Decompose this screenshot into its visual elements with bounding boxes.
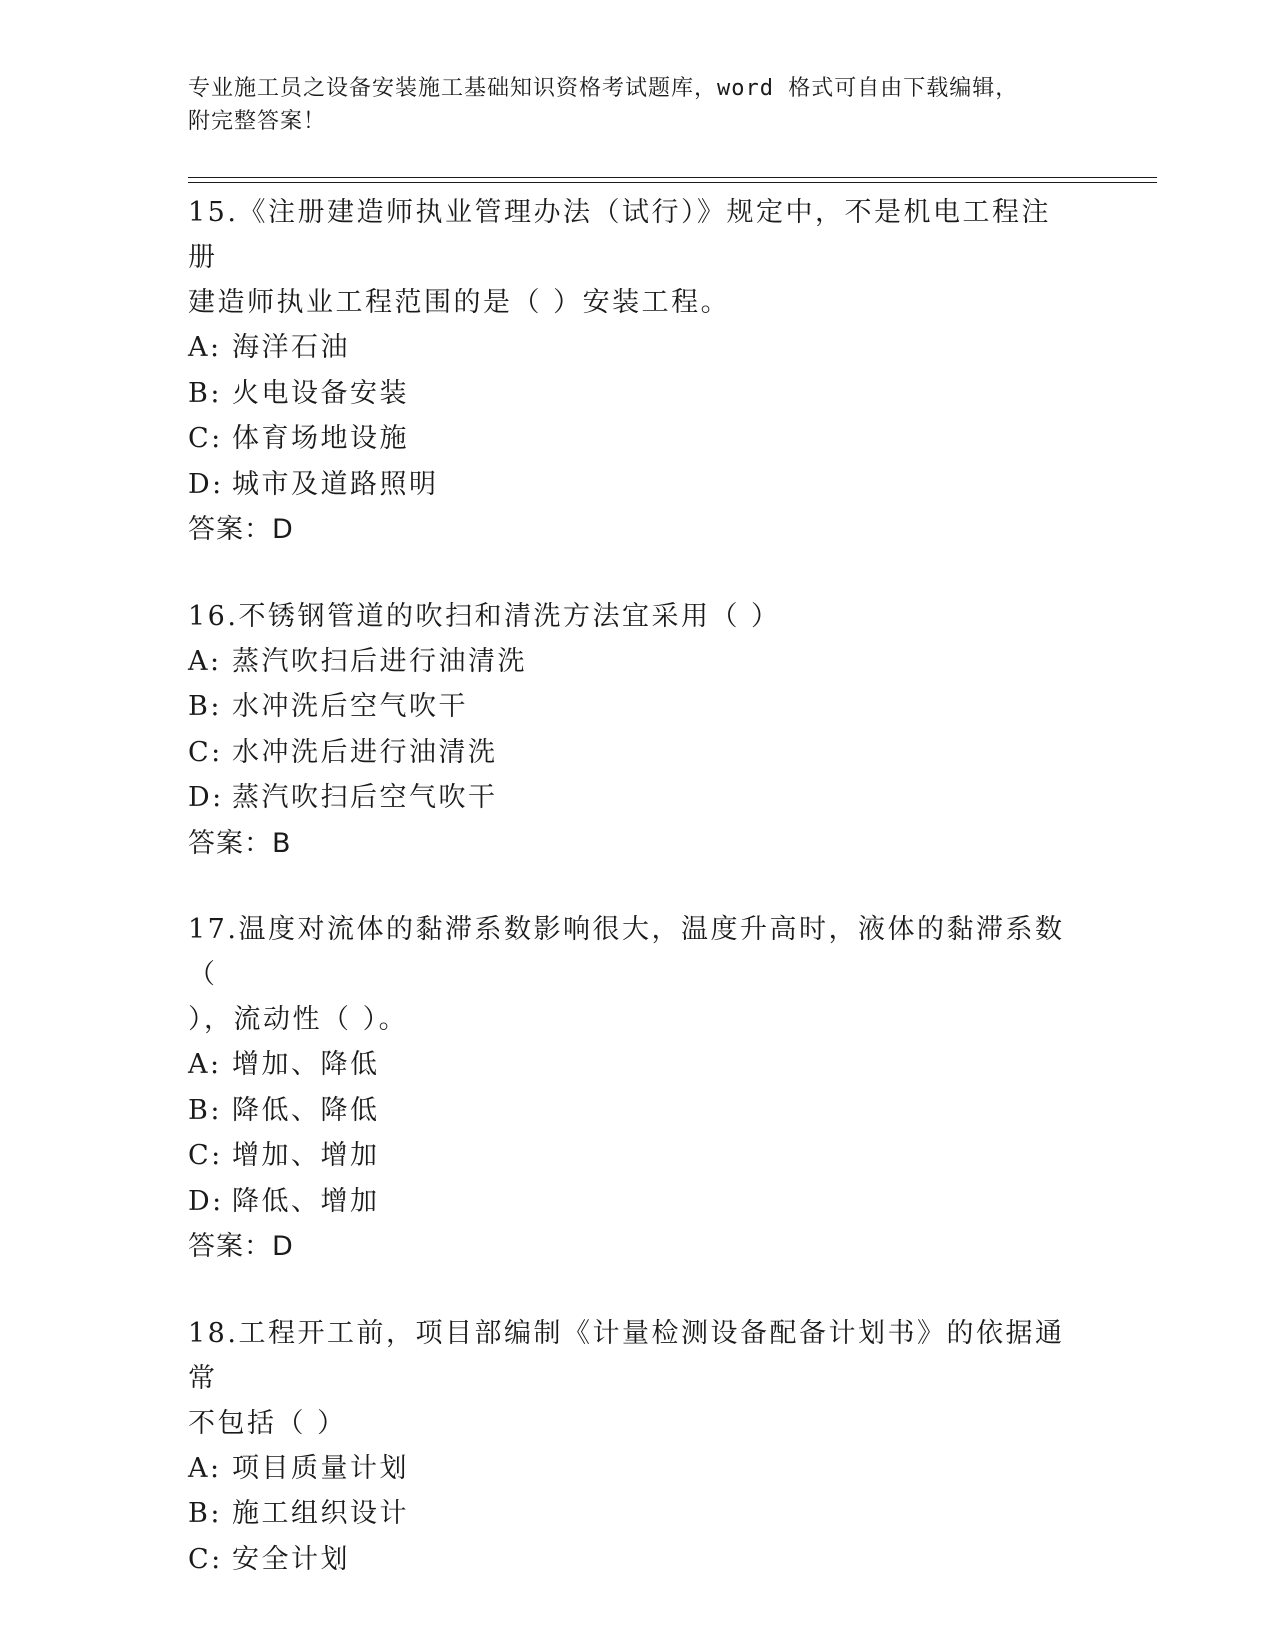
- question-16: [188, 594, 1078, 867]
- option-text: 安全计划: [232, 1543, 350, 1575]
- option-letter: C:: [188, 423, 223, 454]
- option-text: 降低、增加: [232, 1185, 380, 1217]
- option-text: 水冲洗后进行油清洗: [232, 736, 498, 768]
- option-text: 火电设备安装: [232, 377, 409, 409]
- question-text: [188, 190, 1078, 325]
- option-text: 蒸汽吹扫后空气吹干: [232, 782, 498, 813]
- option-letter: B:: [188, 1094, 222, 1126]
- question-text-line: 18.工程开工前，项目部编制《计量检测设备配备计划书》的依据通常: [188, 1317, 1065, 1394]
- option-text: 水冲洗后空气吹干: [232, 691, 468, 722]
- option-letter: D:: [188, 782, 224, 813]
- option-c: [188, 1133, 1078, 1179]
- question-15: [188, 190, 1078, 553]
- option-letter: C:: [188, 1543, 223, 1575]
- option-letter: C:: [188, 1140, 223, 1171]
- header-line-2: 附完整答案！: [188, 109, 327, 134]
- header-divider-top: [188, 177, 1157, 178]
- question-text-line: ），流动性（ ）。: [188, 1004, 409, 1035]
- option-letter: A:: [188, 1049, 222, 1080]
- option-text: 城市及道路照明: [232, 468, 439, 500]
- question-text-line: 15.《注册建造师执业管理办法（试行）》规定中，不是机电工程注册: [188, 197, 1051, 273]
- option-d: [188, 462, 1078, 508]
- question-18: [188, 1311, 1078, 1583]
- option-a: [188, 1042, 1078, 1088]
- option-letter: B:: [188, 691, 222, 722]
- question-text: [188, 1311, 1078, 1446]
- option-c: [188, 1537, 1078, 1583]
- option-text: 体育场地设施: [232, 423, 409, 454]
- option-letter: A:: [188, 645, 222, 677]
- answer-label: 答案：D: [188, 1231, 294, 1262]
- header-divider-bottom: [188, 182, 1157, 183]
- question-list: [188, 190, 1078, 1623]
- question-text-line: 建造师执业工程范围的是（ ）安装工程。: [188, 287, 731, 318]
- header-line-1: 专业施工员之设备安装施工基础知识资格考试题库，word 格式可自由下载编辑，: [188, 76, 1019, 101]
- question-text-line: 16.不锈钢管道的吹扫和清洗方法宜采用（ ）: [188, 600, 781, 632]
- option-text: 项目质量计划: [232, 1452, 409, 1484]
- option-b: [188, 1088, 1078, 1134]
- question-17: [188, 907, 1078, 1270]
- option-c: [188, 730, 1078, 776]
- option-text: 施工组织设计: [232, 1498, 409, 1529]
- document-header: [188, 72, 1088, 138]
- option-text: 海洋石油: [232, 332, 350, 363]
- option-text: 增加、降低: [232, 1049, 380, 1080]
- option-letter: A:: [188, 1452, 222, 1484]
- option-b: [188, 1491, 1078, 1537]
- option-letter: C:: [188, 736, 223, 768]
- option-b: [188, 684, 1078, 730]
- option-letter: B:: [188, 1498, 222, 1529]
- option-letter: A:: [188, 332, 222, 363]
- option-letter: B:: [188, 377, 222, 409]
- question-text: [188, 594, 1078, 639]
- option-d: [188, 1179, 1078, 1225]
- option-letter: D:: [188, 468, 224, 500]
- option-d: [188, 775, 1078, 821]
- question-text: [188, 907, 1078, 1042]
- option-letter: D:: [188, 1185, 224, 1217]
- option-b: [188, 371, 1078, 417]
- option-text: 降低、降低: [232, 1094, 380, 1126]
- question-text-line: 17.温度对流体的黏滞系数影响很大，温度升高时，液体的黏滞系数（: [188, 914, 1065, 990]
- option-a: [188, 639, 1078, 685]
- option-a: [188, 1446, 1078, 1492]
- answer-label: 答案：D: [188, 514, 294, 545]
- option-a: [188, 325, 1078, 371]
- option-text: 增加、增加: [232, 1140, 380, 1171]
- option-text: 蒸汽吹扫后进行油清洗: [232, 645, 527, 677]
- option-c: [188, 416, 1078, 462]
- question-text-line: 不包括（ ）: [188, 1407, 347, 1439]
- answer-label: 答案：B: [188, 827, 292, 859]
